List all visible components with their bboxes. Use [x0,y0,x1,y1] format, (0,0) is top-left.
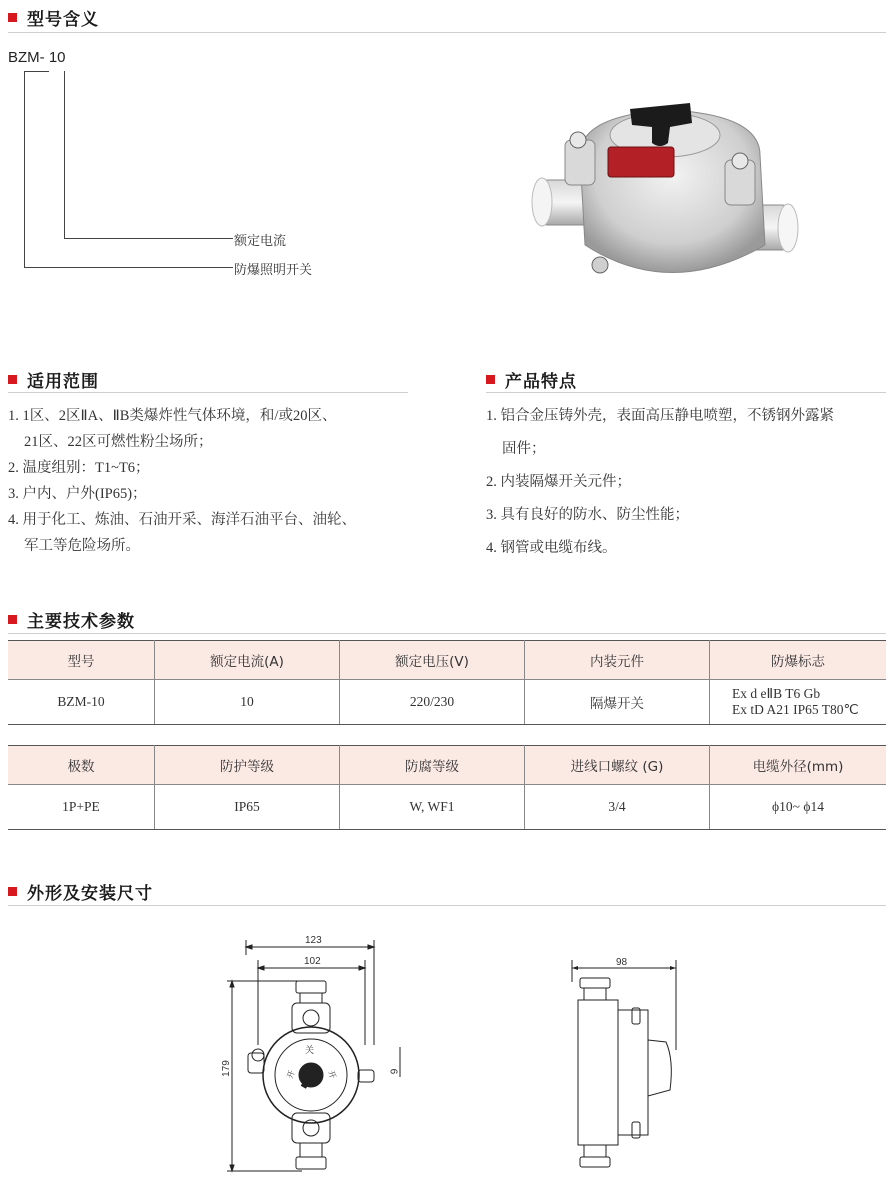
table-header: 防护等级 [155,746,340,785]
dimension-9: 9 [389,1068,401,1075]
table-header: 额定电流(A) [155,641,340,680]
section-title-scope: 适用范围 [8,367,99,391]
table-cell: ϕ10~ ϕ14 [710,785,887,830]
label-off: 关 [305,1045,315,1055]
section-marker [8,375,17,384]
side-view-drawing [566,960,686,1180]
section-divider [8,633,886,634]
table-cell: 3/4 [525,785,710,830]
section-title-features: 产品特点 [486,367,577,391]
list-item-continued: 固件； [502,441,546,457]
dimension-98: 98 [616,957,628,968]
list-item: 3. 具有良好的防水、防尘性能； [486,507,689,523]
table-cell: BZM-10 [8,680,155,725]
section-marker [8,615,17,624]
list-item: 2. 内装隔爆开关元件； [486,474,631,490]
table-header: 型号 [8,641,155,680]
table-row [8,680,886,725]
front-view-drawing [222,935,422,1175]
table-header: 内装元件 [525,641,710,680]
product-photo [520,95,820,295]
label-on-right: 开 [326,1069,338,1080]
table-header: 防腐等级 [340,746,525,785]
section-marker [8,887,17,896]
list-item: 1. 铝合金压铸外壳，表面高压静电喷塑，不锈钢外露紧 [486,408,834,424]
list-item: 1. 1区、2区ⅡA、ⅡB类爆炸性气体环境，和/或20区、 [8,408,337,424]
dimension-102: 102 [304,956,321,967]
list-item: 4. 用于化工、炼油、石油开采、海洋石油平台、油轮、 [8,512,356,528]
list-item: 3. 户内、户外(IP65)； [8,486,147,502]
features-list [486,400,886,565]
section-title-model-meaning: 型号含义 [8,5,99,29]
meaning-current: 额定电流 [234,234,287,249]
section-divider [8,32,886,33]
dimension-179: 179 [220,1060,232,1077]
section-divider [8,392,408,393]
scope-list [8,403,428,559]
model-code: BZM- 10 [8,49,66,66]
table-cell: 10 [155,680,340,725]
section-title-dimensions: 外形及安装尺寸 [8,879,153,903]
section-marker [8,13,17,22]
spec-table-1 [8,640,886,725]
list-item: 4. 钢管或电缆布线。 [486,540,617,556]
table-cell: 1P+PE [8,785,155,830]
table-header: 电缆外径(mm) [710,746,887,785]
dimension-123: 123 [305,935,322,946]
label-on-left: 开 [285,1069,297,1080]
table-header: 防爆标志 [710,641,887,680]
list-item-continued: 军工等危险场所。 [24,538,140,554]
bracket-top [24,71,49,72]
table-cell: IP65 [155,785,340,830]
list-item-continued: 21区、22区可燃性粉尘场所； [24,434,213,450]
table-cell: 隔爆开关 [525,680,710,725]
table-row [8,785,886,830]
table-header: 极数 [8,746,155,785]
bracket-switch [24,71,233,268]
spec-table-2 [8,745,886,830]
table-header: 进线口螺纹 (G) [525,746,710,785]
meaning-switch: 防爆照明开关 [234,263,313,278]
section-marker [486,375,495,384]
table-header: 额定电压(V) [340,641,525,680]
table-cell: 220/230 [340,680,525,725]
table-cell: W, WF1 [340,785,525,830]
section-divider [486,392,886,393]
table-cell-marking: Ex d eⅡB T6 Gb Ex tD A21 IP65 T80℃ [710,680,887,725]
section-title-tech-params: 主要技术参数 [8,607,135,631]
section-divider [8,905,886,906]
list-item: 2. 温度组别：T1~T6； [8,460,150,476]
